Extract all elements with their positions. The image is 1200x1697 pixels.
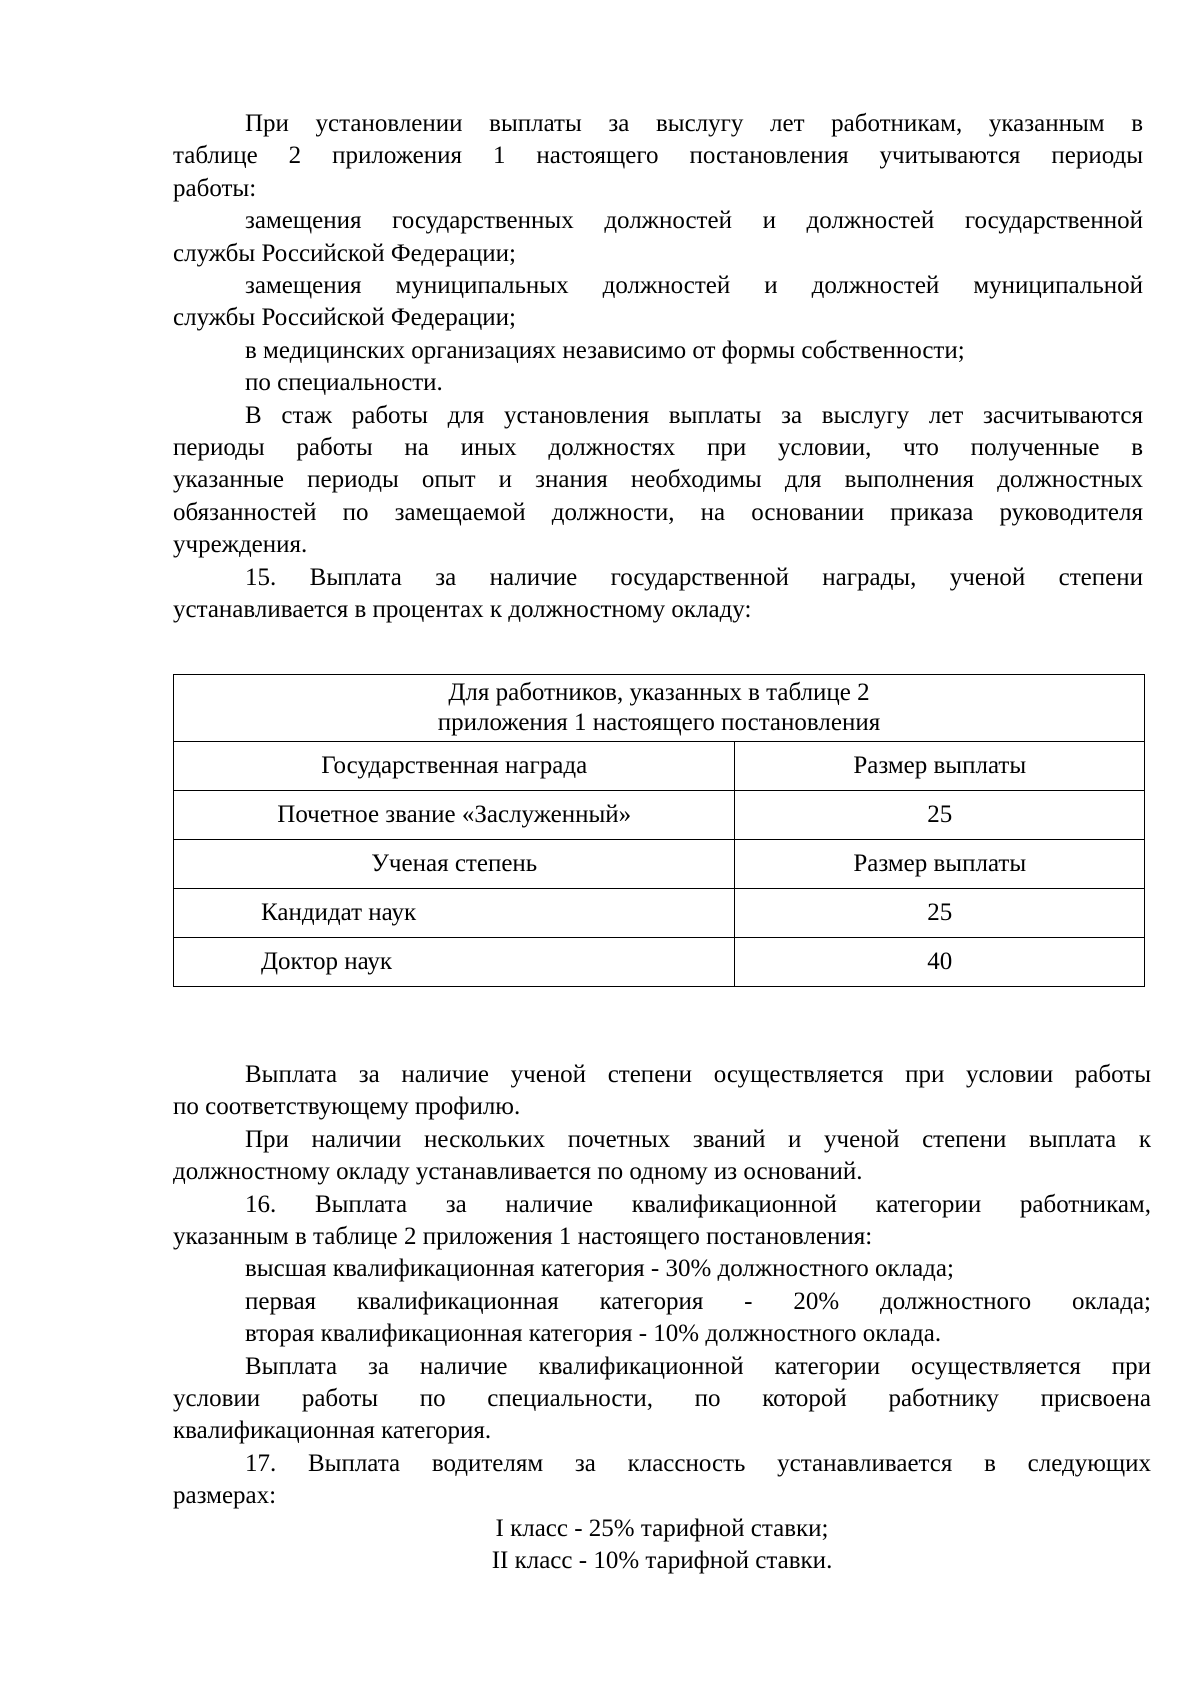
paragraph-specialty — [173, 367, 1143, 399]
award-payment-table — [173, 674, 1145, 987]
text-line: работы: — [173, 174, 257, 202]
text-line: по специальности. — [245, 369, 443, 397]
table-cell-degree-value: 25 — [735, 889, 1145, 938]
column-header-amount: Размер выплаты — [735, 840, 1145, 889]
paragraph-16 — [173, 1189, 1151, 1254]
paragraph-state-positions — [173, 205, 1143, 270]
table-cell-award-name: Почетное звание «Заслуженный» — [174, 791, 735, 840]
paragraph-municipal-positions — [173, 270, 1143, 335]
text-line: 17. Выплата водителям за классность устанавливается в следующих — [245, 1449, 1151, 1477]
driver-class-2: II класс - 10% тарифной ставки. — [491, 1547, 833, 1575]
text-line: 15. Выплата за наличие государственной награды, ученой степени — [245, 563, 1143, 591]
paragraph-15 — [173, 562, 1143, 627]
paragraph-multiple-titles — [173, 1124, 1151, 1189]
document-text-top — [173, 108, 1143, 627]
text-line: квалификационная категория. — [173, 1417, 492, 1445]
table-cell-award-value: 25 — [735, 791, 1145, 840]
paragraph-category-second — [173, 1318, 1151, 1350]
driver-class-list — [173, 1513, 1151, 1578]
driver-class-1: I класс - 25% тарифной ставки; — [495, 1514, 829, 1542]
table-header — [174, 675, 1145, 742]
text-line: 16. Выплата за наличие квалификационной категории работникам, — [245, 1190, 1151, 1218]
text-line: указанные периоды опыт и знания необходимы для выполнения должностных — [173, 466, 1143, 494]
text-line: вторая квалификационная категория - 10% должностного оклада. — [245, 1320, 942, 1348]
document-text-bottom — [173, 1059, 1151, 1578]
paragraph-degree-condition — [173, 1059, 1151, 1124]
text-line: службы Российской Федерации; — [173, 304, 516, 332]
text-line: службы Российской Федерации; — [173, 239, 516, 267]
paragraph-category-condition — [173, 1351, 1151, 1448]
column-header-degree: Ученая степень — [174, 840, 735, 889]
table-cell-degree-name: Доктор наук — [174, 938, 735, 987]
text-line: размерах: — [173, 1482, 277, 1510]
text-line: обязанностей по замещаемой должности, на основании приказа руководителя — [173, 498, 1143, 526]
text-line: первая квалификационная категория - 20% должностного оклада; — [245, 1287, 1151, 1315]
text-line: замещения муниципальных должностей и должностей муниципальной — [245, 272, 1143, 300]
text-line: учреждения. — [173, 531, 308, 559]
table-header-line: Для работников, указанных в таблице 2 — [448, 679, 870, 706]
text-line: указанным в таблице 2 приложения 1 настоящего постановления: — [173, 1223, 873, 1251]
text-line: должностному окладу устанавливается по одному из оснований. — [173, 1158, 863, 1186]
text-line: Выплата за наличие ученой степени осуществляется при условии работы — [245, 1061, 1151, 1088]
paragraph-category-highest — [173, 1253, 1151, 1285]
column-header-award: Государственная награда — [174, 742, 735, 791]
text-line: Выплата за наличие квалификационной категории осуществляется при — [245, 1352, 1151, 1380]
paragraph-category-first — [173, 1286, 1151, 1318]
text-line: высшая квалификационная категория - 30% должностного оклада; — [245, 1255, 954, 1283]
text-line: таблице 2 приложения 1 настоящего постановления учитываются периоды — [173, 142, 1143, 170]
text-line: периоды работы на иных должностях при условии, что полученные в — [173, 434, 1143, 462]
text-line: условии работы по специальности, по которой работнику присвоена — [173, 1385, 1151, 1413]
text-line: в медицинских организациях независимо от формы собственности; — [245, 336, 965, 364]
text-line: При установлении выплаты за выслугу лет работникам, указанным в — [245, 110, 1143, 137]
paragraph-17 — [173, 1448, 1151, 1513]
paragraph-experience — [173, 400, 1143, 562]
text-line: по соответствующему профилю. — [173, 1093, 521, 1121]
paragraph-service-periods — [173, 108, 1143, 205]
text-line: При наличии нескольких почетных званий и ученой степени выплата к — [245, 1125, 1151, 1153]
table-header-line: приложения 1 настоящего постановления — [437, 709, 881, 736]
column-header-amount: Размер выплаты — [735, 742, 1145, 791]
table-cell-degree-name: Кандидат наук — [174, 889, 735, 938]
text-line: замещения государственных должностей и должностей государственной — [245, 207, 1143, 235]
paragraph-medical-orgs — [173, 335, 1143, 367]
table-cell-degree-value: 40 — [735, 938, 1145, 987]
text-line: устанавливается в процентах к должностному окладу: — [173, 596, 752, 624]
text-line: В стаж работы для установления выплаты за выслугу лет засчитываются — [245, 401, 1143, 429]
